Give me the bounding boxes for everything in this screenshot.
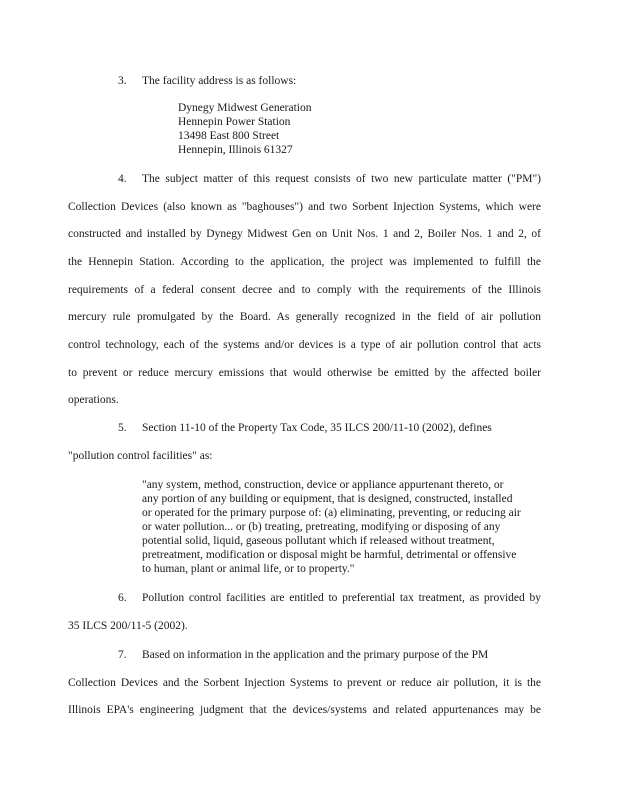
paragraph-7-number: 7. — [118, 649, 127, 661]
quote-line-7: to human, plant or animal life, or to property." — [142, 563, 355, 575]
paragraph-4-line-9: operations. — [68, 394, 119, 406]
paragraph-6-number: 6. — [118, 592, 127, 604]
quote-line-1: "any system, method, construction, device or appliance appurtenant thereto, or — [142, 479, 504, 491]
paragraph-6-line-2: 35 ILCS 200/11-5 (2002). — [68, 620, 188, 632]
paragraph-3-number: 3. — [118, 75, 127, 87]
paragraph-4-line-5: requirements of a federal consent decree and to comply with the requirements of the Illinois — [68, 284, 541, 296]
paragraph-5-number: 5. — [118, 422, 127, 434]
address-line-1: Dynegy Midwest Generation — [178, 102, 312, 114]
paragraph-6-line-1: Pollution control facilities are entitled to preferential tax treatment, as provided by — [142, 592, 541, 604]
paragraph-4-line-4: the Hennepin Station. According to the application, the project was implemented to fulfill the — [68, 256, 541, 268]
paragraph-7-line-1: Based on information in the application and the primary purpose of the PM — [142, 649, 489, 661]
paragraph-4-line-7: control technology, each of the systems and/or devices is a type of air pollution control that acts — [68, 339, 541, 351]
paragraph-7-line-3: Illinois EPA's engineering judgment that the devices/systems and related appurtenances may be — [68, 704, 541, 716]
paragraph-4-line-1: The subject matter of this request consists of two new particulate matter ("PM") — [142, 173, 541, 185]
address-line-2: Hennepin Power Station — [178, 116, 291, 128]
paragraph-5-line-2: "pollution control facilities" as: — [68, 450, 213, 462]
address-line-3: 13498 East 800 Street — [178, 130, 280, 142]
quote-line-6: pretreatment, modification or disposal might be harmful, detrimental or offensive — [142, 549, 517, 561]
paragraph-4-line-8: to prevent or reduce mercury emissions that would otherwise be emitted by the affected boiler — [68, 367, 541, 379]
quote-line-3: or operated for the primary purpose of: (a) eliminating, preventing, or reducing air — [142, 507, 521, 519]
paragraph-7-line-2: Collection Devices and the Sorbent Injection Systems to prevent or reduce air pollution, it is the — [68, 677, 541, 689]
quote-line-4: or water pollution... or (b) treating, pretreating, modifying or disposing of any — [142, 521, 501, 533]
quote-line-5: potential solid, liquid, gaseous pollutant which if released without treatment, — [142, 535, 495, 547]
paragraph-4-line-3: constructed and installed by Dynegy Midwest Gen on Unit Nos. 1 and 2, Boiler Nos. 1 and 2, of — [68, 228, 541, 240]
paragraph-5-line-1: Section 11-10 of the Property Tax Code, 35 ILCS 200/11-10 (2002), defines — [142, 422, 492, 434]
quote-line-2: any portion of any building or equipment, that is designed, constructed, installed — [142, 493, 513, 505]
paragraph-4-line-6: mercury rule promulgated by the Board. As generally recognized in the field of air pollution — [68, 311, 541, 323]
paragraph-4-number: 4. — [118, 173, 127, 185]
paragraph-4-line-2: Collection Devices (also known as "baghouses") and two Sorbent Injection Systems, which were — [68, 201, 541, 213]
address-line-4: Hennepin, Illinois 61327 — [178, 144, 293, 156]
paragraph-3-text: The facility address is as follows: — [142, 75, 297, 87]
